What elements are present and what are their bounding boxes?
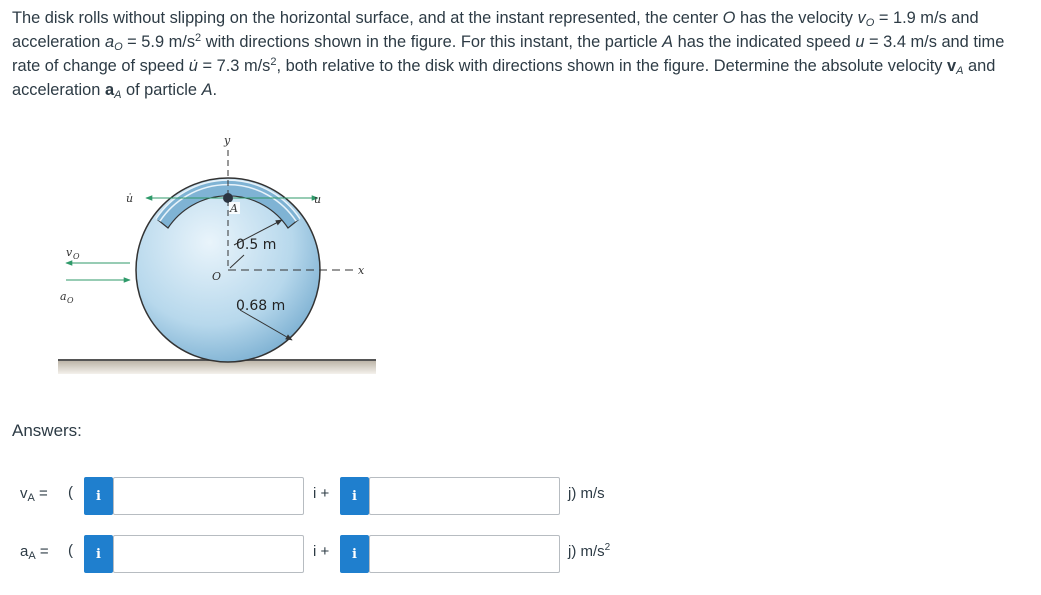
aA-j-component-input[interactable]	[369, 535, 560, 573]
problem-symbol-udot: u̇	[188, 57, 198, 75]
vA-i-info-button[interactable]	[84, 477, 113, 515]
vA-unit	[568, 485, 605, 502]
aA-symbol: a	[20, 543, 29, 560]
vO-label: v	[66, 246, 73, 259]
vA-open-paren: (	[68, 484, 73, 501]
particle-A-label: A	[230, 202, 238, 215]
aA-j-info-button[interactable]	[340, 535, 369, 573]
vA-j-info-button[interactable]	[340, 477, 369, 515]
aA-unit-text: j) m/s	[568, 543, 605, 560]
problem-text: has the velocity	[735, 9, 858, 27]
problem-text: of particle	[121, 81, 202, 99]
problem-symbol-aA: a	[104, 81, 115, 99]
info-icon: i	[352, 546, 357, 562]
center-O-label: O	[212, 270, 222, 283]
inner-radius-label: 0.5 m	[236, 237, 277, 253]
aA-unit-sup: 2	[604, 542, 611, 553]
problem-text: and acceleration	[12, 57, 996, 99]
aO-sub-label: O	[67, 296, 74, 305]
u-label: u	[314, 193, 322, 206]
aA-label	[20, 543, 49, 560]
disk-diagram	[0, 120, 400, 390]
problem-text: The disk rolls without slipping on the horizontal surface, and at the instant represented, the center	[12, 9, 723, 27]
problem-sub-O: O	[114, 41, 123, 53]
problem-sub-O: O	[865, 17, 875, 29]
vA-sub: A	[27, 492, 35, 504]
info-icon: i	[352, 488, 357, 504]
problem-text: with directions shown in the figure. For this instant, the particle	[201, 33, 663, 51]
problem-text: = 7.3 m/s	[197, 57, 271, 75]
aA-unit	[568, 543, 610, 560]
problem-sub-A: A	[956, 65, 964, 77]
aA-i-component-input[interactable]	[113, 535, 304, 573]
problem-symbol-a: a	[104, 33, 115, 51]
problem-symbol-v: v	[857, 9, 866, 27]
answers-heading: Answers:	[12, 421, 82, 440]
problem-symbol-O: O	[722, 9, 736, 27]
vA-unit-text: j) m/s	[568, 485, 605, 502]
problem-statement	[12, 6, 1034, 102]
udot-label: u̇	[126, 192, 134, 205]
info-icon: i	[96, 488, 101, 504]
vO-sub-label: O	[73, 252, 80, 261]
vA-i-component-input[interactable]	[113, 477, 304, 515]
vA-j-component-input[interactable]	[369, 477, 560, 515]
answer-row-vA	[0, 477, 1041, 517]
aA-equals: =	[35, 543, 49, 560]
y-axis-label: y	[224, 134, 231, 147]
aA-sub: A	[28, 550, 36, 562]
aO-label: a	[60, 290, 67, 303]
problem-symbol-A: A	[662, 33, 674, 51]
problem-symbol-vA: v	[947, 57, 957, 75]
outer-radius-label: 0.68 m	[236, 298, 286, 314]
problem-sup: 2	[270, 56, 277, 68]
problem-text: , both relative to the disk with directions shown in the figure. Determine the absolute velocity	[276, 57, 948, 75]
aA-i-info-button[interactable]	[84, 535, 113, 573]
aA-i-plus: i +	[313, 543, 330, 560]
problem-text: .	[212, 81, 218, 99]
answer-row-aA	[0, 535, 1041, 575]
vA-i-plus: i +	[313, 485, 330, 502]
vA-equals: =	[34, 485, 48, 502]
vA-symbol: v	[20, 485, 28, 502]
problem-sub-A: A	[114, 89, 122, 101]
problem-text: = 5.9 m/s	[122, 33, 196, 51]
aA-open-paren: (	[68, 542, 73, 559]
problem-text: has the indicated speed	[673, 33, 856, 51]
problem-symbol-u: u	[855, 33, 865, 51]
x-axis-label: x	[358, 264, 365, 277]
problem-text: = 3.4 m/s and time rate of change of speed	[12, 33, 1005, 75]
ground-surface	[58, 360, 376, 374]
problem-sup: 2	[195, 32, 202, 44]
vA-label	[20, 485, 48, 502]
problem-text: = 1.9 m/s and acceleration	[12, 9, 979, 51]
problem-symbol-A: A	[201, 81, 213, 99]
disk-figure	[0, 120, 400, 390]
info-icon: i	[96, 546, 101, 562]
